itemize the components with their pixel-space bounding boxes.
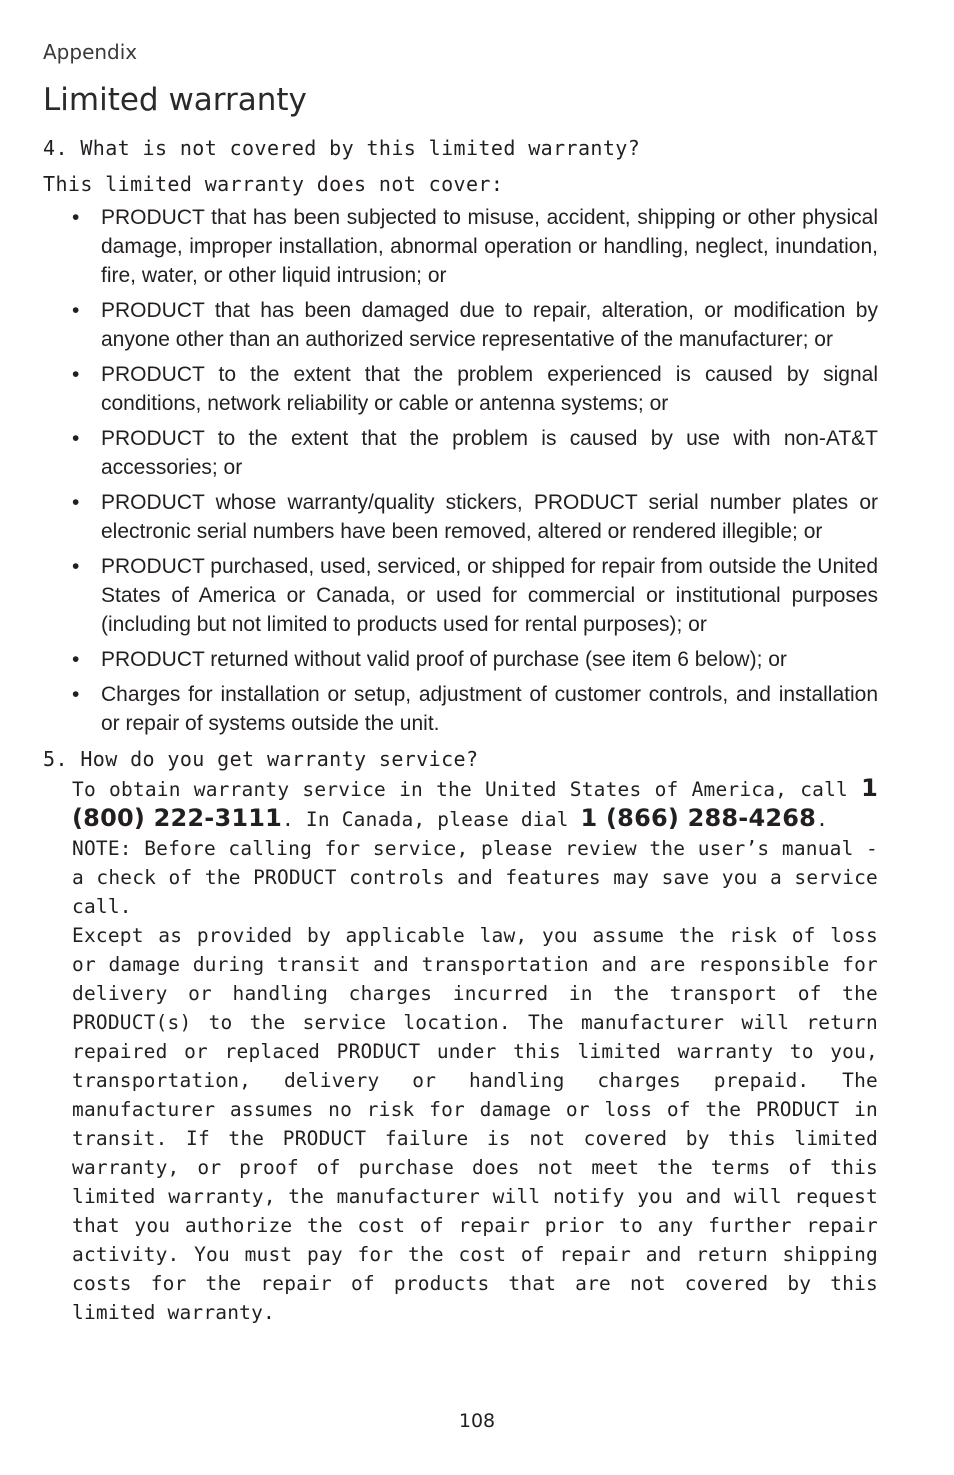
bullet-icon: • xyxy=(72,427,80,450)
list-item-text: PRODUCT whose warranty/quality stickers, PRODUCT serial number plates or electronic serial numbers have been removed, altered or rendered illegible; or xyxy=(101,491,878,543)
list-item-text: Charges for installation or setup, adjustment of customer controls, and installation or repair of systems outside the unit. xyxy=(101,683,878,735)
list-item xyxy=(43,680,878,738)
question-5-heading: 5. How do you get warranty service? xyxy=(43,747,479,771)
question-4-intro: This limited warranty does not cover: xyxy=(43,172,504,196)
list-item-text: PRODUCT that has been damaged due to repair, alteration, or modification by anyone other than an authorized service representative of the manufacturer; or xyxy=(101,299,878,351)
exclusions-list xyxy=(43,203,878,738)
canada-phone-number: 1 (866) 288-4268 xyxy=(580,804,817,832)
list-item-text: PRODUCT to the extent that the problem experienced is caused by signal conditions, network reliability or cable or antenna systems; or xyxy=(101,363,878,415)
bullet-icon: • xyxy=(72,363,80,386)
list-item xyxy=(43,488,878,546)
shipping-terms-paragraph: Except as provided by applicable law, you assume the risk of loss or damage during transit and transportation and are responsible for delivery or handling charges incurred in the transport of the PRODUCT(s) to the service location. The manufacturer will return repaired or replaced PRODUCT under this limited warranty to you, transportation, delivery or handling charges prepaid. The manufacturer assumes no risk for damage or loss of the PRODUCT in transit. If the PRODUCT failure is not covered by this limited warranty, or proof of purchase does not meet the terms of this limited warranty, the manufacturer will notify you and will request that you authorize the cost of repair prior to any further repair activity. You must pay for the cost of repair and return shipping costs for the repair of products that are not covered by this limited warranty. xyxy=(72,924,878,1324)
list-item-text: PRODUCT that has been subjected to misuse, accident, shipping or other physical damage, improper installation, abnormal operation or handling, neglect, inundation, fire, water, or other liquid intrusion; or xyxy=(101,206,878,287)
list-item-text: PRODUCT purchased, used, serviced, or shipped for repair from outside the United States of America or Canada, or used for commercial or institutional purposes (including but not limited to products used for rental purposes); or xyxy=(101,555,878,636)
list-item-text: PRODUCT returned without valid proof of purchase (see item 6 below); or xyxy=(101,648,787,671)
page-title: Limited warranty xyxy=(43,82,307,118)
note-paragraph: NOTE: Before calling for service, please review the user’s manual - a check of the PRODUCT controls and features may save you a service call. xyxy=(72,837,878,918)
list-item xyxy=(43,360,878,418)
section-label: Appendix xyxy=(43,40,138,64)
list-item xyxy=(43,645,878,674)
canada-intro-text: . In Canada, please dial xyxy=(282,808,581,831)
us-phone-number: 1 (800) 222-3111 xyxy=(72,774,878,832)
question-4-heading: 4. What is not covered by this limited warranty? xyxy=(43,136,641,160)
bullet-icon: • xyxy=(72,206,80,229)
sentence-end: . xyxy=(816,808,829,831)
list-item xyxy=(43,552,878,639)
service-intro-text: To obtain warranty service in the United States of America, call xyxy=(72,778,862,801)
document-body xyxy=(43,133,878,1327)
list-item xyxy=(43,203,878,290)
bullet-icon: • xyxy=(72,683,80,706)
bullet-icon: • xyxy=(72,491,80,514)
bullet-icon: • xyxy=(72,648,80,671)
bullet-icon: • xyxy=(72,299,80,322)
question-5-body xyxy=(72,774,878,1327)
list-item-text: PRODUCT to the extent that the problem is caused by use with non-AT&T accessories; or xyxy=(101,427,878,479)
bullet-icon: • xyxy=(72,555,80,578)
list-item xyxy=(43,424,878,482)
list-item xyxy=(43,296,878,354)
page-number: 108 xyxy=(458,1410,496,1432)
service-contact-paragraph xyxy=(72,774,878,834)
